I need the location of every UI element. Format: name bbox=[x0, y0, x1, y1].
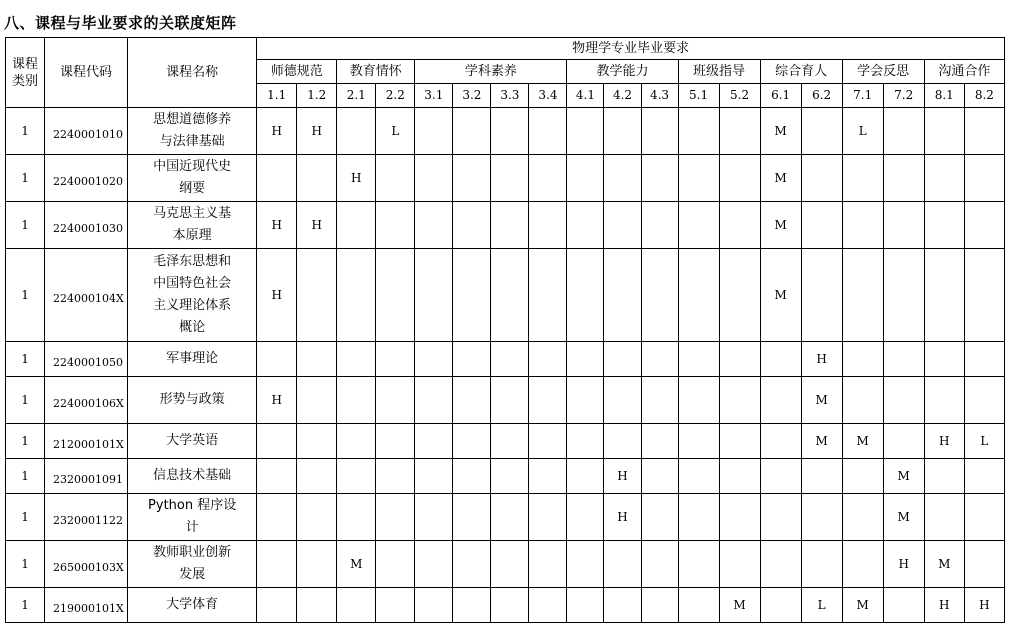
correlation-cell: H bbox=[924, 424, 964, 459]
correlation-cell bbox=[567, 342, 604, 377]
correlation-cell bbox=[641, 377, 678, 424]
correlation-cell bbox=[842, 202, 883, 249]
sub-requirement-header: 3.2 bbox=[453, 84, 491, 108]
correlation-cell bbox=[801, 541, 842, 588]
course-name-cell: 中国近现代史 纲要 bbox=[128, 155, 257, 202]
correlation-cell bbox=[964, 108, 1004, 155]
correlation-cell bbox=[567, 459, 604, 494]
correlation-cell bbox=[257, 424, 297, 459]
correlation-cell bbox=[491, 155, 529, 202]
correlation-cell bbox=[760, 459, 801, 494]
correlation-cell bbox=[297, 541, 337, 588]
sub-requirement-header: 1.1 bbox=[257, 84, 297, 108]
table-row bbox=[6, 494, 1005, 541]
course-code-cell: 219000101X bbox=[45, 588, 128, 623]
correlation-cell bbox=[924, 155, 964, 202]
correlation-cell bbox=[453, 202, 491, 249]
correlation-cell bbox=[719, 377, 760, 424]
course-name-cell: 信息技术基础 bbox=[128, 459, 257, 494]
correlation-cell: H bbox=[964, 588, 1004, 623]
sub-requirement-header: 7.2 bbox=[883, 84, 924, 108]
correlation-cell bbox=[529, 202, 567, 249]
correlation-cell bbox=[842, 249, 883, 342]
correlation-cell bbox=[760, 541, 801, 588]
course-category-cell: 1 bbox=[6, 541, 45, 588]
correlation-cell bbox=[491, 588, 529, 623]
requirement-group-header: 班级指导 bbox=[678, 60, 760, 84]
correlation-cell bbox=[491, 541, 529, 588]
correlation-cell bbox=[678, 249, 719, 342]
correlation-cell bbox=[337, 202, 376, 249]
correlation-cell bbox=[529, 155, 567, 202]
table-row bbox=[6, 155, 1005, 202]
table-row bbox=[6, 202, 1005, 249]
correlation-cell bbox=[491, 342, 529, 377]
correlation-cell bbox=[964, 541, 1004, 588]
correlation-cell bbox=[719, 202, 760, 249]
correlation-cell bbox=[883, 155, 924, 202]
correlation-cell bbox=[415, 459, 453, 494]
correlation-cell bbox=[719, 424, 760, 459]
correlation-cell bbox=[567, 377, 604, 424]
correlation-cell bbox=[842, 155, 883, 202]
correlation-cell bbox=[491, 108, 529, 155]
correlation-cell bbox=[604, 249, 641, 342]
correlation-cell: M bbox=[842, 424, 883, 459]
correlation-cell bbox=[491, 459, 529, 494]
course-name-cell: 毛泽东思想和 中国特色社会 主义理论体系 概论 bbox=[128, 249, 257, 342]
correlation-cell: H bbox=[257, 377, 297, 424]
course-name-cell: 大学英语 bbox=[128, 424, 257, 459]
correlation-cell bbox=[415, 202, 453, 249]
correlation-cell: H bbox=[297, 108, 337, 155]
correlation-cell bbox=[719, 155, 760, 202]
correlation-cell bbox=[529, 541, 567, 588]
table-row bbox=[6, 541, 1005, 588]
correlation-cell bbox=[678, 108, 719, 155]
requirements-title: 物理学专业毕业要求 bbox=[257, 38, 1005, 60]
correlation-cell bbox=[529, 588, 567, 623]
correlation-cell bbox=[641, 424, 678, 459]
correlation-cell bbox=[529, 342, 567, 377]
correlation-cell bbox=[376, 424, 415, 459]
sub-requirement-header: 4.1 bbox=[567, 84, 604, 108]
correlation-cell bbox=[297, 377, 337, 424]
requirement-group-header: 师德规范 bbox=[257, 60, 337, 84]
correlation-cell bbox=[924, 108, 964, 155]
correlation-cell bbox=[567, 424, 604, 459]
correlation-cell: M bbox=[337, 541, 376, 588]
correlation-cell bbox=[297, 342, 337, 377]
correlation-cell bbox=[337, 588, 376, 623]
sub-requirement-header: 4.2 bbox=[604, 84, 641, 108]
correlation-cell bbox=[453, 459, 491, 494]
correlation-cell: M bbox=[760, 202, 801, 249]
correlation-cell bbox=[964, 377, 1004, 424]
correlation-cell bbox=[924, 494, 964, 541]
correlation-cell bbox=[567, 249, 604, 342]
correlation-cell: H bbox=[801, 342, 842, 377]
correlation-cell bbox=[376, 541, 415, 588]
requirement-group-header: 学会反思 bbox=[842, 60, 924, 84]
table-row bbox=[6, 377, 1005, 424]
correlation-cell bbox=[842, 377, 883, 424]
correlation-cell: M bbox=[801, 377, 842, 424]
correlation-cell bbox=[415, 108, 453, 155]
sub-requirement-header: 8.2 bbox=[964, 84, 1004, 108]
correlation-cell bbox=[678, 342, 719, 377]
correlation-cell: M bbox=[760, 155, 801, 202]
correlation-cell bbox=[297, 494, 337, 541]
correlation-cell: M bbox=[719, 588, 760, 623]
course-category-cell: 1 bbox=[6, 588, 45, 623]
correlation-cell: M bbox=[883, 494, 924, 541]
correlation-cell bbox=[376, 377, 415, 424]
correlation-cell bbox=[376, 249, 415, 342]
table-row bbox=[6, 249, 1005, 342]
sub-requirement-header: 3.4 bbox=[529, 84, 567, 108]
correlation-cell bbox=[415, 249, 453, 342]
correlation-cell bbox=[678, 459, 719, 494]
correlation-cell bbox=[801, 459, 842, 494]
course-code-cell: 2320001122 bbox=[45, 494, 128, 541]
correlation-cell bbox=[529, 494, 567, 541]
correlation-cell bbox=[678, 202, 719, 249]
correlation-cell bbox=[678, 155, 719, 202]
course-code-cell: 2240001030 bbox=[45, 202, 128, 249]
correlation-cell: M bbox=[842, 588, 883, 623]
correlation-cell bbox=[641, 202, 678, 249]
correlation-cell: L bbox=[801, 588, 842, 623]
correlation-cell: H bbox=[604, 459, 641, 494]
course-name-cell: 思想道德修养 与法律基础 bbox=[128, 108, 257, 155]
correlation-cell bbox=[453, 541, 491, 588]
correlation-cell bbox=[719, 459, 760, 494]
correlation-cell bbox=[604, 108, 641, 155]
correlation-cell bbox=[453, 342, 491, 377]
correlation-cell: M bbox=[760, 108, 801, 155]
course-category-cell: 1 bbox=[6, 424, 45, 459]
correlation-cell bbox=[337, 494, 376, 541]
sub-requirement-header: 2.1 bbox=[337, 84, 376, 108]
correlation-cell bbox=[641, 155, 678, 202]
correlation-cell bbox=[924, 342, 964, 377]
correlation-cell bbox=[529, 459, 567, 494]
correlation-cell bbox=[567, 155, 604, 202]
correlation-cell bbox=[453, 494, 491, 541]
correlation-cell bbox=[883, 588, 924, 623]
correlation-cell: H bbox=[257, 108, 297, 155]
requirement-group-header: 综合育人 bbox=[760, 60, 842, 84]
course-category-cell: 1 bbox=[6, 155, 45, 202]
course-category-cell: 1 bbox=[6, 342, 45, 377]
correlation-cell bbox=[801, 155, 842, 202]
correlation-cell bbox=[883, 342, 924, 377]
correlation-cell bbox=[297, 249, 337, 342]
correlation-cell bbox=[760, 424, 801, 459]
course-category-header: 课程 类别 bbox=[6, 38, 45, 108]
correlation-cell bbox=[924, 202, 964, 249]
table-row bbox=[6, 459, 1005, 494]
correlation-matrix-table bbox=[5, 37, 1005, 623]
correlation-cell bbox=[257, 588, 297, 623]
correlation-cell bbox=[604, 202, 641, 249]
correlation-cell bbox=[604, 424, 641, 459]
correlation-cell bbox=[760, 342, 801, 377]
correlation-cell bbox=[842, 459, 883, 494]
correlation-cell bbox=[337, 108, 376, 155]
course-code-cell: 2320001091 bbox=[45, 459, 128, 494]
correlation-cell bbox=[760, 494, 801, 541]
correlation-cell bbox=[924, 459, 964, 494]
course-category-cell: 1 bbox=[6, 108, 45, 155]
correlation-cell bbox=[760, 588, 801, 623]
correlation-cell: L bbox=[842, 108, 883, 155]
course-code-cell: 265000103X bbox=[45, 541, 128, 588]
course-category-cell: 1 bbox=[6, 494, 45, 541]
table-row bbox=[6, 108, 1005, 155]
sub-requirement-header: 7.1 bbox=[842, 84, 883, 108]
sub-requirement-header: 3.3 bbox=[491, 84, 529, 108]
correlation-cell bbox=[604, 588, 641, 623]
correlation-cell bbox=[719, 342, 760, 377]
correlation-cell bbox=[719, 249, 760, 342]
correlation-cell bbox=[964, 202, 1004, 249]
correlation-cell bbox=[376, 202, 415, 249]
correlation-cell bbox=[337, 377, 376, 424]
correlation-cell bbox=[801, 108, 842, 155]
course-name-cell: Python 程序设 计 bbox=[128, 494, 257, 541]
correlation-cell: L bbox=[964, 424, 1004, 459]
correlation-cell bbox=[297, 588, 337, 623]
correlation-cell bbox=[491, 424, 529, 459]
correlation-cell: H bbox=[337, 155, 376, 202]
correlation-cell bbox=[678, 377, 719, 424]
correlation-cell bbox=[641, 249, 678, 342]
correlation-cell bbox=[883, 377, 924, 424]
course-name-header: 课程名称 bbox=[128, 38, 257, 108]
correlation-cell bbox=[453, 155, 491, 202]
correlation-cell bbox=[337, 459, 376, 494]
correlation-cell bbox=[719, 108, 760, 155]
correlation-cell bbox=[415, 155, 453, 202]
table-row bbox=[6, 424, 1005, 459]
correlation-cell: H bbox=[257, 202, 297, 249]
correlation-cell bbox=[964, 342, 1004, 377]
page-title: 八、课程与毕业要求的关联度矩阵 bbox=[4, 14, 237, 32]
correlation-cell: H bbox=[883, 541, 924, 588]
correlation-cell bbox=[529, 377, 567, 424]
correlation-cell bbox=[567, 108, 604, 155]
correlation-cell bbox=[604, 541, 641, 588]
correlation-cell bbox=[883, 249, 924, 342]
sub-requirement-header: 2.2 bbox=[376, 84, 415, 108]
course-name-cell: 形势与政策 bbox=[128, 377, 257, 424]
correlation-cell: M bbox=[760, 249, 801, 342]
correlation-cell bbox=[529, 424, 567, 459]
correlation-cell bbox=[415, 541, 453, 588]
correlation-cell: H bbox=[924, 588, 964, 623]
correlation-cell bbox=[297, 155, 337, 202]
correlation-cell bbox=[801, 494, 842, 541]
correlation-cell bbox=[491, 249, 529, 342]
correlation-cell bbox=[604, 377, 641, 424]
correlation-cell: H bbox=[297, 202, 337, 249]
correlation-cell bbox=[678, 494, 719, 541]
correlation-cell bbox=[257, 459, 297, 494]
correlation-cell bbox=[641, 342, 678, 377]
correlation-cell: H bbox=[604, 494, 641, 541]
sub-requirement-header: 5.1 bbox=[678, 84, 719, 108]
correlation-cell bbox=[801, 249, 842, 342]
correlation-cell bbox=[257, 494, 297, 541]
correlation-cell: M bbox=[883, 459, 924, 494]
course-category-cell: 1 bbox=[6, 249, 45, 342]
correlation-cell bbox=[297, 459, 337, 494]
correlation-cell bbox=[257, 541, 297, 588]
requirement-group-header: 学科素养 bbox=[415, 60, 567, 84]
correlation-cell bbox=[453, 249, 491, 342]
requirement-group-header: 教育情怀 bbox=[337, 60, 415, 84]
correlation-cell bbox=[529, 108, 567, 155]
correlation-cell bbox=[641, 108, 678, 155]
correlation-cell bbox=[842, 494, 883, 541]
course-code-cell: 2240001010 bbox=[45, 108, 128, 155]
correlation-cell bbox=[678, 424, 719, 459]
sub-requirement-header: 6.1 bbox=[760, 84, 801, 108]
sub-requirement-header: 8.1 bbox=[924, 84, 964, 108]
correlation-cell bbox=[376, 342, 415, 377]
sub-requirement-header: 6.2 bbox=[801, 84, 842, 108]
correlation-cell bbox=[491, 202, 529, 249]
correlation-cell bbox=[964, 494, 1004, 541]
correlation-cell bbox=[337, 249, 376, 342]
correlation-cell bbox=[491, 377, 529, 424]
course-category-cell: 1 bbox=[6, 377, 45, 424]
course-code-cell: 2240001050 bbox=[45, 342, 128, 377]
correlation-cell bbox=[415, 342, 453, 377]
correlation-cell bbox=[964, 459, 1004, 494]
correlation-cell bbox=[641, 494, 678, 541]
correlation-cell bbox=[842, 342, 883, 377]
correlation-cell bbox=[641, 541, 678, 588]
correlation-cell bbox=[257, 155, 297, 202]
correlation-cell bbox=[257, 342, 297, 377]
course-name-cell: 军事理论 bbox=[128, 342, 257, 377]
correlation-cell bbox=[529, 249, 567, 342]
course-code-cell: 2240001020 bbox=[45, 155, 128, 202]
correlation-cell bbox=[924, 249, 964, 342]
correlation-cell bbox=[453, 108, 491, 155]
correlation-cell bbox=[376, 494, 415, 541]
correlation-cell bbox=[567, 588, 604, 623]
sub-requirement-header: 3.1 bbox=[415, 84, 453, 108]
correlation-cell bbox=[415, 588, 453, 623]
correlation-cell bbox=[453, 377, 491, 424]
course-code-cell: 224000106X bbox=[45, 377, 128, 424]
course-name-cell: 马克思主义基 本原理 bbox=[128, 202, 257, 249]
correlation-cell bbox=[567, 202, 604, 249]
course-name-cell: 大学体育 bbox=[128, 588, 257, 623]
correlation-cell bbox=[453, 588, 491, 623]
table-row bbox=[6, 588, 1005, 623]
course-name-cell: 教师职业创新 发展 bbox=[128, 541, 257, 588]
table-row bbox=[6, 342, 1005, 377]
course-category-cell: 1 bbox=[6, 202, 45, 249]
course-code-cell: 224000104X bbox=[45, 249, 128, 342]
correlation-cell bbox=[337, 342, 376, 377]
correlation-cell bbox=[641, 459, 678, 494]
correlation-cell bbox=[719, 541, 760, 588]
correlation-cell: L bbox=[376, 108, 415, 155]
correlation-cell bbox=[297, 424, 337, 459]
correlation-cell bbox=[883, 108, 924, 155]
requirement-group-header: 沟通合作 bbox=[924, 60, 1004, 84]
correlation-cell bbox=[604, 342, 641, 377]
correlation-cell bbox=[491, 494, 529, 541]
correlation-cell bbox=[415, 494, 453, 541]
correlation-cell bbox=[641, 588, 678, 623]
correlation-cell bbox=[883, 424, 924, 459]
correlation-cell bbox=[567, 494, 604, 541]
correlation-cell bbox=[883, 202, 924, 249]
correlation-cell bbox=[415, 377, 453, 424]
correlation-cell bbox=[678, 541, 719, 588]
correlation-cell bbox=[453, 424, 491, 459]
course-code-cell: 212000101X bbox=[45, 424, 128, 459]
correlation-cell bbox=[376, 155, 415, 202]
sub-requirement-header: 4.3 bbox=[641, 84, 678, 108]
correlation-cell bbox=[376, 588, 415, 623]
correlation-cell bbox=[337, 424, 376, 459]
correlation-cell bbox=[719, 494, 760, 541]
correlation-cell: M bbox=[924, 541, 964, 588]
correlation-cell bbox=[567, 541, 604, 588]
correlation-cell bbox=[376, 459, 415, 494]
correlation-cell: M bbox=[801, 424, 842, 459]
correlation-cell: H bbox=[257, 249, 297, 342]
course-code-header: 课程代码 bbox=[45, 38, 128, 108]
correlation-cell bbox=[678, 588, 719, 623]
correlation-cell bbox=[842, 541, 883, 588]
correlation-cell bbox=[801, 202, 842, 249]
correlation-cell bbox=[604, 155, 641, 202]
course-category-cell: 1 bbox=[6, 459, 45, 494]
requirement-group-header: 教学能力 bbox=[567, 60, 678, 84]
sub-requirement-header: 1.2 bbox=[297, 84, 337, 108]
correlation-cell bbox=[964, 249, 1004, 342]
correlation-cell bbox=[924, 377, 964, 424]
correlation-cell bbox=[760, 377, 801, 424]
correlation-cell bbox=[415, 424, 453, 459]
correlation-cell bbox=[964, 155, 1004, 202]
sub-requirement-header: 5.2 bbox=[719, 84, 760, 108]
